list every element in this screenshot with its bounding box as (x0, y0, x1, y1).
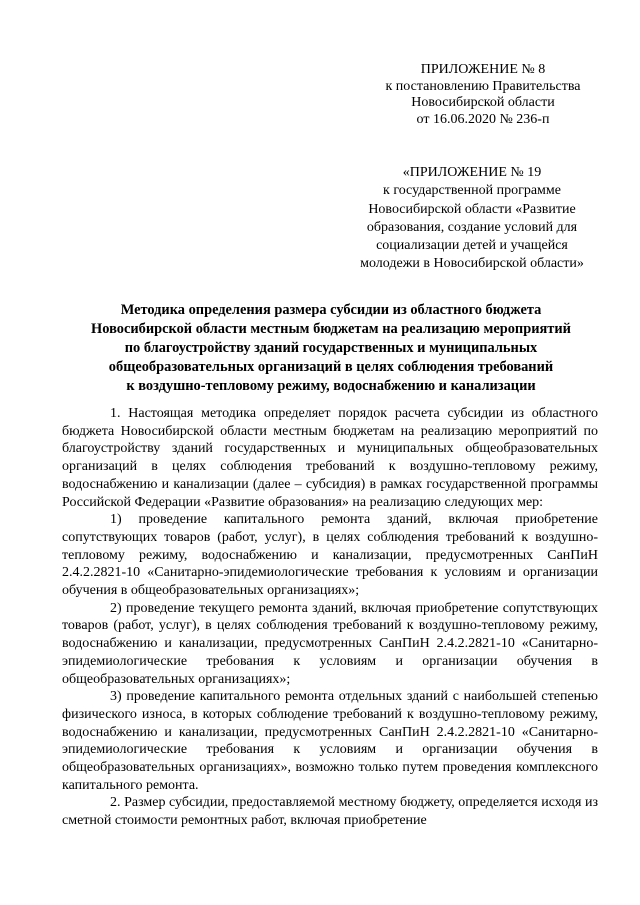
appendix-8-line: Новосибирской области (411, 95, 555, 111)
title-line: Методика определения размера субсидии из областного бюджета (120, 302, 542, 318)
document-title (62, 301, 600, 396)
title-line: общеобразовательных организаций в целях соблюдения требований (108, 359, 554, 375)
appendix-8-line: от 16.06.2020 № 236-п (416, 111, 550, 127)
paragraph-1-item-2: 2) проведение текущего ремонта зданий, включая приобретение сопутствующих товаров (работ, услуг), в целях соблюдения требований к воздушно-тепловому режиму, водоснабжению и канализации, предусмотренных СанПиН 2.4.2.2821-10 «Санитарно-эпидемиологические требования к условиям и организации обучения в общеобразовательных организациях»; (62, 600, 598, 687)
paragraph-1-item-3: 3) проведение капитального ремонта отдельных зданий с наибольшей степенью физического износа, в которых соблюдение требований к воздушно-тепловому режиму, водоснабжению и канализации, предусмотренных СанПиН 2.4.2.2821-10 «Санитарно-эпидемиологические требования к условиям и организации обучения в общеобразовательных организациях», возможно только путем проведения комплексного капитального ремонта. (62, 689, 598, 793)
appendix-19-line: к государственной программе (383, 183, 561, 199)
appendix-8-line: к постановлению Правительства (385, 78, 581, 94)
title-line: Новосибирской области местным бюджетам на реализацию мероприятий (91, 321, 571, 337)
appendix-19-line: молодежи в Новосибирской области» (360, 256, 584, 272)
paragraph-1: 1. Настоящая методика определяет порядок расчета субсидии из областного бюджета Новосибирской области местным бюджетам на реализацию мероприятий по благоустройству зданий государственных и муниципальных общеобразовательных организаций в целях соблюдения требований к воздушно-тепловому режиму, водоснабжению и канализации (далее – субсидия) в рамках государственной программы Российской Федерации «Развитие образования» на реализацию следующих мер: (62, 406, 598, 510)
document-body (62, 405, 598, 830)
appendix-8-line: ПРИЛОЖЕНИЕ № 8 (420, 62, 546, 77)
appendix-19-header (344, 164, 600, 274)
appendix-19-line: Новосибирской области «Развитие (368, 201, 576, 217)
title-line: по благоустройству зданий государственных и муниципальных (124, 340, 538, 356)
appendix-19-line: «ПРИЛОЖЕНИЕ № 19 (402, 165, 542, 180)
appendix-19-line: образования, создание условий для (366, 219, 578, 235)
paragraph-1-item-1: 1) проведение капитального ремонта зданий, включая приобретение сопутствующих товаров (работ, услуг), в целях соблюдения требований к воздушно-тепловому режиму, водоснабжению и канализации, предусмотренных СанПиН 2.4.2.2821-10 «Санитарно-эпидемиологические требования к условиям и организации обучения в общеобразовательных организациях»; (62, 512, 598, 599)
title-line: к воздушно-тепловому режиму, водоснабжению и канализации (126, 378, 536, 394)
appendix-19-line: социализации детей и учащейся (376, 238, 568, 254)
paragraph-2: 2. Размер субсидии, предоставляемой местному бюджету, определяется исходя из сметной стоимости ремонтных работ, включая приобретение (62, 795, 598, 829)
appendix-8-header (368, 62, 598, 128)
